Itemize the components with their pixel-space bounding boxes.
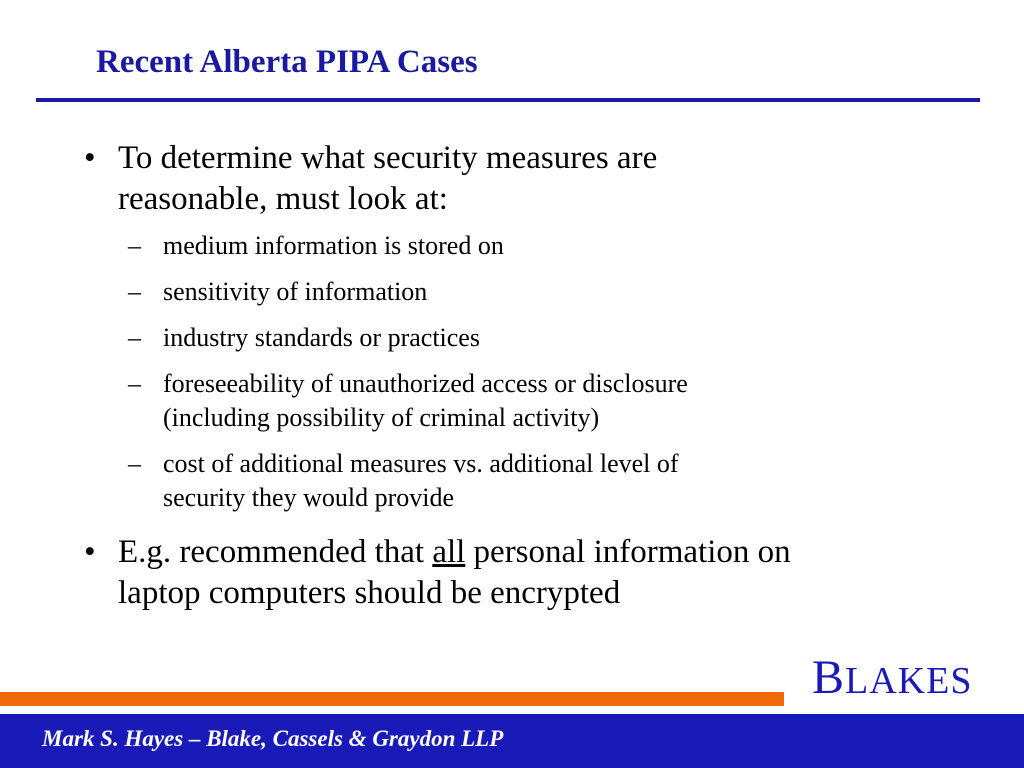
bullet-2-underlined-word: all bbox=[432, 534, 466, 570]
bullet-2-line-1 bbox=[118, 532, 978, 573]
sub-item-foreseeability-line-1: foreseeability of unauthorized access or disclosure bbox=[163, 369, 688, 398]
bullet-text-2 bbox=[118, 532, 978, 614]
sub-item-marker: – bbox=[128, 369, 141, 398]
bullet-2-prefix: E.g. recommended that bbox=[118, 534, 433, 570]
sub-item-cost-line-2: security they would provide bbox=[163, 483, 454, 512]
accent-bar bbox=[0, 692, 784, 706]
bullet-1-line-1: To determine what security measures are bbox=[118, 140, 658, 176]
footer-text: Mark S. Hayes – Blake, Cassels & Graydon LLP bbox=[42, 726, 504, 751]
sub-item-marker: – bbox=[128, 323, 141, 352]
sub-item-sensitivity: sensitivity of information bbox=[163, 277, 428, 306]
bullet-1-line-2: reasonable, must look at: bbox=[118, 181, 448, 217]
slide-title: Recent Alberta PIPA Cases bbox=[96, 44, 478, 80]
sub-item-cost-line-1: cost of additional measures vs. additional level of bbox=[163, 449, 679, 478]
sub-item-foreseeability bbox=[163, 367, 923, 435]
sub-item-foreseeability-line-2: (including possibility of criminal activity) bbox=[163, 403, 600, 432]
sub-item-marker: – bbox=[128, 277, 141, 306]
bullet-marker: • bbox=[84, 534, 96, 570]
bullet-2-suffix: personal information on bbox=[465, 534, 791, 570]
bullet-marker: • bbox=[84, 140, 96, 176]
sub-item-marker: – bbox=[128, 231, 141, 260]
bullet-2-line-2: laptop computers should be encrypted bbox=[118, 575, 621, 611]
sub-item-marker: – bbox=[128, 449, 141, 478]
blakes-logo: BLAKES bbox=[812, 651, 973, 704]
sub-item-medium: medium information is stored on bbox=[163, 231, 504, 260]
bullet-text-1 bbox=[118, 138, 978, 220]
sub-item-industry-standards: industry standards or practices bbox=[163, 323, 480, 352]
sub-item-cost bbox=[163, 447, 923, 515]
